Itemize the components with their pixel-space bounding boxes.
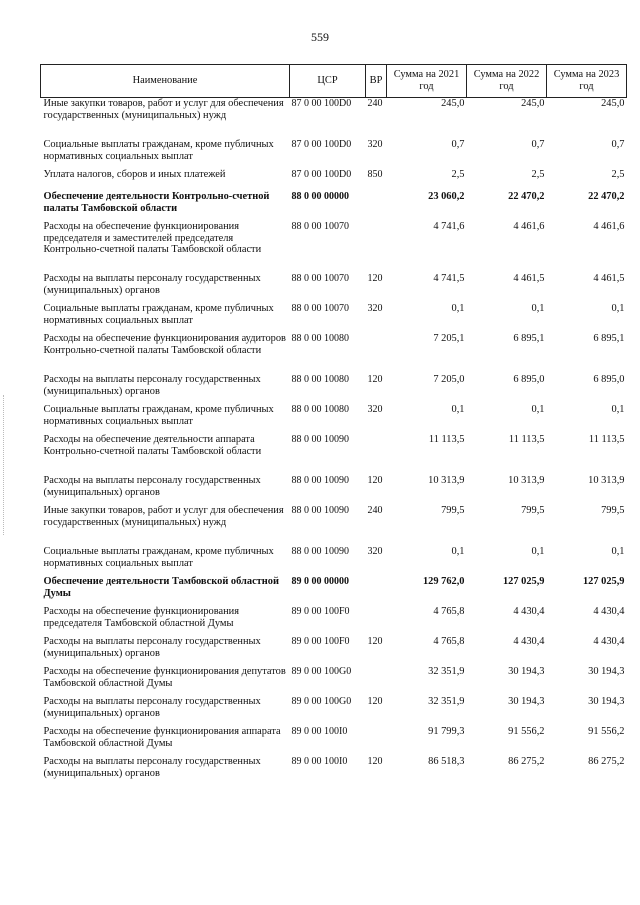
scan-artifact — [3, 395, 6, 535]
table-row — [41, 221, 627, 273]
row-sum-2022: 0,1 — [531, 404, 545, 415]
row-sum-2023: 30 194,3 — [588, 696, 625, 707]
row-csr: 89 0 00 100I0 — [291, 756, 348, 767]
row-sum-2023: 245,0 — [601, 98, 625, 109]
row-sum-2022: 127 025,9 — [502, 576, 545, 587]
row-vr: 320 — [367, 546, 383, 557]
row-vr: 120 — [367, 756, 383, 767]
row-name: Расходы на обеспечение деятельности аппарата Контрольно-счетной палаты Тамбовской области — [43, 434, 262, 457]
row-vr — [366, 191, 387, 221]
table-row — [41, 726, 627, 756]
row-name: Расходы на обеспечение функционирования аппарата Тамбовской областной Думы — [43, 726, 281, 749]
row-sum-2022: 86 275,2 — [508, 756, 545, 767]
header-sum-2022: Сумма на 2022 год — [467, 65, 547, 98]
row-csr: 89 0 00 100G0 — [291, 666, 352, 677]
row-sum-2021: 7 205,1 — [433, 333, 465, 344]
table-row — [41, 273, 627, 303]
table-row — [41, 606, 627, 636]
row-csr: 88 0 00 10090 — [291, 475, 349, 486]
row-vr: 240 — [367, 505, 383, 516]
row-name: Расходы на выплаты персоналу государственных (муниципальных) органов — [43, 636, 261, 659]
row-sum-2022: 4 430,4 — [513, 636, 545, 647]
row-sum-2022: 0,7 — [531, 139, 545, 150]
row-vr: 120 — [367, 475, 383, 486]
row-vr — [366, 666, 387, 696]
table-row — [41, 169, 627, 191]
row-vr: 120 — [367, 374, 383, 385]
row-sum-2021: 4 765,8 — [433, 636, 465, 647]
row-sum-2022: 4 461,5 — [513, 273, 545, 284]
row-sum-2022: 91 556,2 — [508, 726, 545, 737]
table-row — [41, 434, 627, 475]
row-sum-2022: 0,1 — [531, 303, 545, 314]
row-sum-2022: 22 470,2 — [508, 191, 545, 202]
row-name: Социальные выплаты гражданам, кроме публичных нормативных социальных выплат — [43, 546, 274, 569]
row-name: Социальные выплаты гражданам, кроме публичных нормативных социальных выплат — [43, 303, 274, 326]
row-name: Расходы на выплаты персоналу государственных (муниципальных) органов — [43, 696, 261, 719]
row-name: Обеспечение деятельности Тамбовской областной Думы — [43, 576, 279, 599]
row-name: Расходы на выплаты персоналу государственных (муниципальных) органов — [43, 756, 261, 779]
row-sum-2021: 10 313,9 — [428, 475, 465, 486]
row-csr: 89 0 00 00000 — [291, 576, 349, 587]
row-csr: 88 0 00 10080 — [291, 404, 349, 415]
row-vr — [366, 726, 387, 756]
row-vr: 120 — [367, 696, 383, 707]
row-sum-2021: 32 351,9 — [428, 696, 465, 707]
table-row — [41, 404, 627, 434]
row-name: Расходы на обеспечение функционирования депутатов Тамбовской областной Думы — [43, 666, 286, 689]
table-row — [41, 666, 627, 696]
row-sum-2023: 6 895,0 — [593, 374, 625, 385]
budget-table — [40, 64, 627, 786]
row-name: Расходы на выплаты персоналу государственных (муниципальных) органов — [43, 374, 261, 397]
row-csr: 89 0 00 100F0 — [291, 636, 350, 647]
row-sum-2023: 2,5 — [611, 169, 625, 180]
row-vr: 320 — [367, 404, 383, 415]
row-sum-2021: 23 060,2 — [428, 191, 465, 202]
row-sum-2022: 6 895,1 — [513, 333, 545, 344]
row-sum-2021: 245,0 — [441, 98, 465, 109]
row-csr: 88 0 00 10070 — [291, 273, 349, 284]
row-sum-2023: 0,1 — [611, 546, 625, 557]
table-row — [41, 139, 627, 169]
row-csr: 87 0 00 100D0 — [291, 139, 352, 150]
row-csr: 89 0 00 100I0 — [291, 726, 348, 737]
row-vr: 240 — [367, 98, 383, 109]
row-csr: 88 0 00 10080 — [291, 374, 349, 385]
header-sum-2023: Сумма на 2023 год — [547, 65, 627, 98]
row-sum-2021: 7 205,0 — [433, 374, 465, 385]
table-header — [41, 65, 627, 98]
row-name: Уплата налогов, сборов и иных платежей — [43, 169, 226, 180]
header-name: Наименование — [41, 65, 290, 98]
row-sum-2021: 0,7 — [451, 139, 465, 150]
table-row — [41, 333, 627, 374]
row-sum-2023: 4 430,4 — [593, 606, 625, 617]
row-sum-2022: 4 461,6 — [513, 221, 545, 232]
row-name: Расходы на выплаты персоналу государственных (муниципальных) органов — [43, 475, 261, 498]
row-name: Иные закупки товаров, работ и услуг для обеспечения государственных (муниципальных) нужд — [43, 98, 284, 121]
row-csr: 88 0 00 10090 — [291, 434, 349, 445]
row-name: Расходы на обеспечение функционирования аудиторов Контрольно-счетной палаты Тамбовской области — [43, 333, 286, 356]
row-name: Обеспечение деятельности Контрольно-счетной палаты Тамбовской области — [43, 191, 270, 214]
table-row — [41, 546, 627, 576]
table-row-section — [41, 576, 627, 606]
row-name: Расходы на выплаты персоналу государственных (муниципальных) органов — [43, 273, 261, 296]
row-csr: 88 0 00 00000 — [291, 191, 349, 202]
table-row — [41, 98, 627, 140]
row-vr: 120 — [367, 636, 383, 647]
row-sum-2023: 4 430,4 — [593, 636, 625, 647]
row-vr: 120 — [367, 273, 383, 284]
row-csr: 88 0 00 10090 — [291, 505, 349, 516]
row-vr — [366, 576, 387, 606]
row-sum-2023: 799,5 — [601, 505, 625, 516]
row-sum-2021: 91 799,3 — [428, 726, 465, 737]
header-csr: ЦСР — [290, 65, 366, 98]
table-row — [41, 756, 627, 786]
row-vr — [366, 434, 387, 475]
row-sum-2022: 245,0 — [521, 98, 545, 109]
header-vr: ВР — [366, 65, 387, 98]
row-csr: 87 0 00 100D0 — [291, 98, 352, 109]
row-sum-2021: 11 113,5 — [428, 434, 465, 445]
row-csr: 89 0 00 100G0 — [291, 696, 352, 707]
row-sum-2021: 86 518,3 — [428, 756, 465, 767]
row-vr — [366, 333, 387, 374]
row-csr: 87 0 00 100D0 — [291, 169, 352, 180]
table-row — [41, 475, 627, 505]
row-sum-2021: 4 741,5 — [433, 273, 465, 284]
row-sum-2023: 127 025,9 — [582, 576, 625, 587]
row-sum-2023: 22 470,2 — [588, 191, 625, 202]
row-sum-2022: 799,5 — [521, 505, 545, 516]
row-csr: 88 0 00 10070 — [291, 221, 349, 232]
row-vr: 320 — [367, 139, 383, 150]
row-sum-2023: 0,1 — [611, 303, 625, 314]
row-sum-2023: 4 461,6 — [593, 221, 625, 232]
row-sum-2022: 2,5 — [531, 169, 545, 180]
row-vr — [366, 606, 387, 636]
row-csr: 88 0 00 10090 — [291, 546, 349, 557]
header-sum-2021: Сумма на 2021 год — [387, 65, 467, 98]
table-row-section — [41, 191, 627, 221]
row-sum-2022: 30 194,3 — [508, 696, 545, 707]
row-vr: 850 — [367, 169, 383, 180]
row-name: Расходы на обеспечение функционирования председателя Тамбовской областной Думы — [43, 606, 239, 629]
row-sum-2023: 86 275,2 — [588, 756, 625, 767]
row-sum-2022: 11 113,5 — [508, 434, 545, 445]
row-sum-2021: 4 741,6 — [433, 221, 465, 232]
row-sum-2022: 4 430,4 — [513, 606, 545, 617]
row-sum-2023: 11 113,5 — [588, 434, 625, 445]
row-sum-2023: 10 313,9 — [588, 475, 625, 486]
row-sum-2021: 0,1 — [451, 303, 465, 314]
row-name: Расходы на обеспечение функционирования председателя и заместителей председателя Контрольно-счетной палаты Тамбовской области — [43, 221, 262, 256]
row-sum-2023: 91 556,2 — [588, 726, 625, 737]
row-sum-2022: 10 313,9 — [508, 475, 545, 486]
row-sum-2023: 0,7 — [611, 139, 625, 150]
row-sum-2023: 4 461,5 — [593, 273, 625, 284]
table-row — [41, 505, 627, 546]
table-row — [41, 374, 627, 404]
row-name: Социальные выплаты гражданам, кроме публичных нормативных социальных выплат — [43, 404, 274, 427]
row-sum-2023: 6 895,1 — [593, 333, 625, 344]
row-sum-2021: 2,5 — [451, 169, 465, 180]
row-sum-2022: 6 895,0 — [513, 374, 545, 385]
row-sum-2021: 32 351,9 — [428, 666, 465, 677]
row-sum-2021: 4 765,8 — [433, 606, 465, 617]
row-sum-2023: 30 194,3 — [588, 666, 625, 677]
row-csr: 89 0 00 100F0 — [291, 606, 350, 617]
row-sum-2021: 0,1 — [451, 546, 465, 557]
table-row — [41, 696, 627, 726]
table-row — [41, 636, 627, 666]
row-sum-2023: 0,1 — [611, 404, 625, 415]
table-row — [41, 303, 627, 333]
row-sum-2021: 799,5 — [441, 505, 465, 516]
row-name: Социальные выплаты гражданам, кроме публичных нормативных социальных выплат — [43, 139, 274, 162]
row-vr — [366, 221, 387, 273]
page-number: 559 — [311, 30, 329, 44]
row-sum-2022: 0,1 — [531, 546, 545, 557]
row-name: Иные закупки товаров, работ и услуг для обеспечения государственных (муниципальных) нужд — [43, 505, 284, 528]
row-sum-2022: 30 194,3 — [508, 666, 545, 677]
row-sum-2021: 129 762,0 — [422, 576, 465, 587]
row-sum-2021: 0,1 — [451, 404, 465, 415]
row-csr: 88 0 00 10070 — [291, 303, 349, 314]
row-vr: 320 — [367, 303, 383, 314]
row-csr: 88 0 00 10080 — [291, 333, 349, 344]
